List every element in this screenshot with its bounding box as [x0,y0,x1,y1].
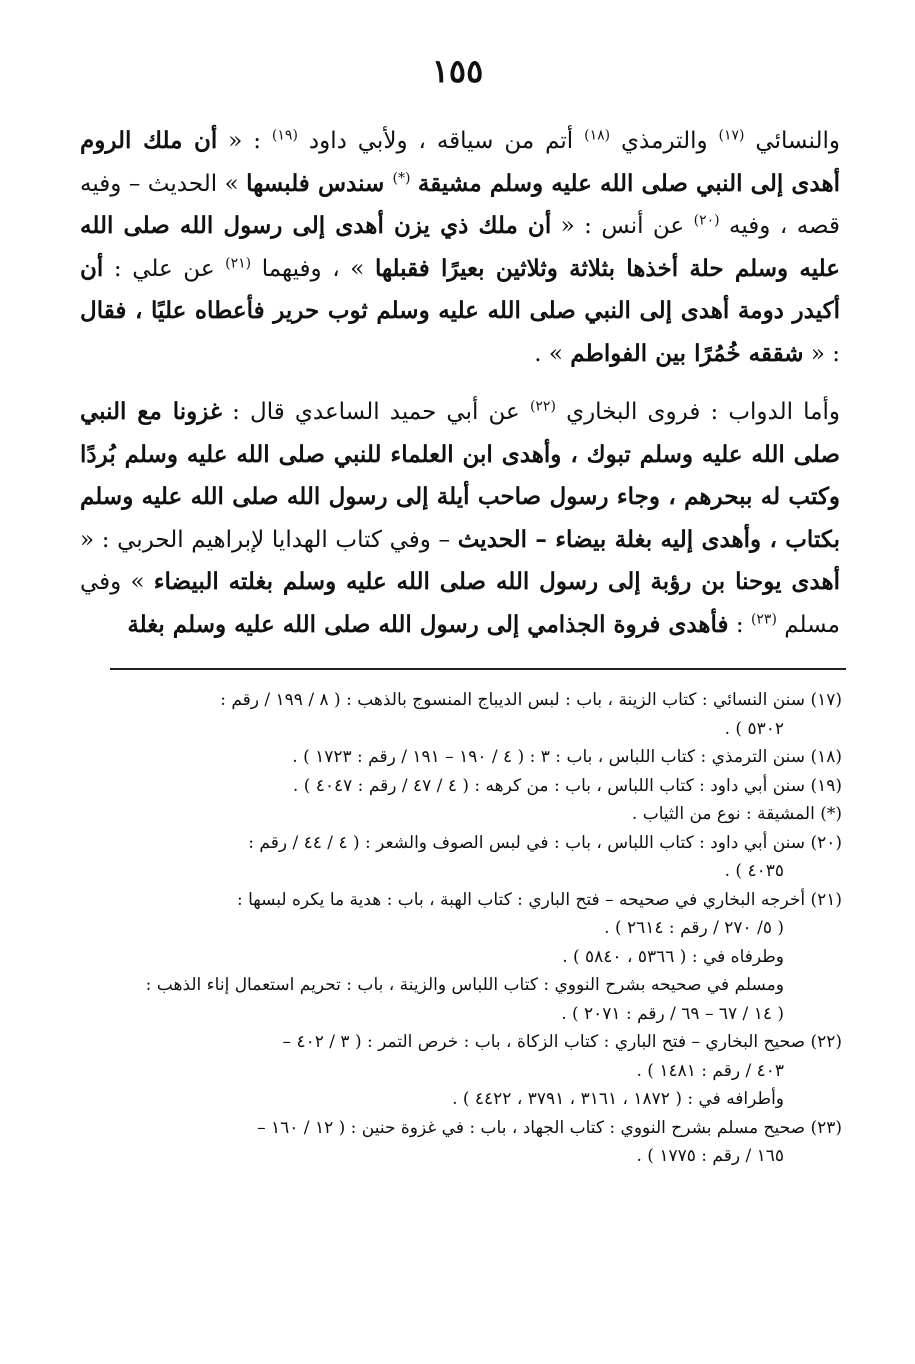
footnote-line: ومسلم في صحيحه بشرح النووي : كتاب اللباس والزينة ، باب : تحريم استعمال إناء الذهب : [145,975,784,995]
footnote-line: ٥٣٠٢ ) . [724,718,784,739]
footnote-ref-17[interactable]: (١٧) [718,127,745,144]
footnote-21-muslim [82,971,842,1028]
footnote-ref-star[interactable]: (*) [392,169,411,186]
text: عن علي : [103,255,226,282]
hadith-quote: سندس فلبسها [246,169,393,197]
text: : « [217,128,272,154]
text: – وفي كتاب الهدايا لإبراهيم الحربي : « [80,526,458,553]
footnote-line: (٢٢) صحيح البخاري – فتح الباري : كتاب الزكاة ، باب : خرص التمر : ( ٣ / ٤٠٢ – [282,1032,842,1052]
footnote-ref-23[interactable]: (٢٣) [750,610,777,627]
footnote-23 [82,1114,842,1171]
footnote-line: (٢٠) سنن أبي داود : كتاب اللباس ، باب : في لبس الصوف والشعر : ( ٤ / ٤٤ / رقم : [248,832,842,853]
paragraph-gifts-clothing [80,120,840,375]
text: : [728,611,751,638]
footnote-line: وطرفاه في : ( ٥٣٦٦ ، ٥٨٤٠ ) . [562,946,784,967]
footnote-line: (١٧) سنن النسائي : كتاب الزينة ، باب : لبس الديباج المنسوج بالذهب : ( ٨ / ١٩٩ / رقم : [220,690,842,710]
footnote-line: ٤٠٣٥ ) . [724,861,784,881]
text: : « [803,340,840,367]
hadith-quote: أهدى يوحنا بن رؤبة إلى رسول الله صلى الله عليه وسلم بغلته البيضاء [153,568,840,595]
footnotes [82,686,842,1171]
page-number: ١٥٥ [431,52,484,90]
footnote-ref-18[interactable]: (١٨) [584,127,611,144]
text: عن أنس : « [551,213,694,239]
footnote-divider [110,668,846,670]
text: » . [534,340,571,367]
footnote-19 [82,772,842,801]
footnote-18 [82,743,842,772]
footnote-star [82,800,842,829]
text: » وفي مسلم [80,569,840,638]
footnote-line: ١٦٥ / رقم : ١٧٧٥ ) . [636,1146,784,1166]
footnote-21 [82,886,842,972]
hadith-quote: شققه خُمُرًا بين الفواطم [570,339,804,367]
footnote-line: (٢١) أخرجه البخاري في صحيحه – فتح الباري : كتاب الهبة ، باب : هدية ما يكره لبسها : [236,889,842,910]
footnote-ref-22[interactable]: (٢٢) [529,398,556,415]
main-text [80,120,840,646]
footnote-20 [82,829,842,886]
footnote-17 [82,686,842,743]
paragraph-gifts-animals [80,391,840,646]
text: عن أبي حميد الساعدي قال : [221,399,530,425]
text: » الحديث – وفيه قصه ، وفيه [80,170,840,239]
hadith-quote: غزونا مع النبي صلى الله عليه وسلم تبوك ، وأهدى ابن العلماء للنبي صلى الله عليه وسلم بُردًا وكتب له ببحرهم ، وجاء رسول صاحب أيلة إلى رسول الله صلى الله عليه وسلم بكتاب ، وأهدى إليه بغلة بيضاء – الحديث [80,398,840,553]
footnote-line: (١٨) سنن الترمذي : كتاب اللباس ، باب : ٣ : ( ٤ / ١٩٠ – ١٩١ / رقم : ١٧٢٣ ) . [292,747,842,767]
footnote-ref-20[interactable]: (٢٠) [693,212,720,229]
footnote-line: ( ٥/ ٢٧٠ / رقم : ٢٦١٤ ) . [604,918,784,938]
text: » ، وفيهما [251,255,375,282]
hadith-quote: أن أكيدر دومة أهدى إلى النبي صلى الله عليه وسلم ثوب حرير فأعطاه عليًا ، فقال [80,254,840,324]
footnote-ref-21[interactable]: (٢١) [225,254,252,271]
footnote-line: وأطرافه في : ( ١٨٧٢ ، ٣١٦١ ، ٣٧٩١ ، ٤٤٢٢ ) . [452,1089,784,1109]
hadith-quote: أن ملك الروم أهدى إلى النبي صلى الله عليه وسلم مشيقة [80,127,840,197]
footnote-22 [82,1028,842,1114]
text: والنسائي [744,128,840,154]
text: أتم من سياقه ، ولأبي داود [297,128,585,154]
footnote-line: (١٩) سنن أبي داود : كتاب اللباس ، باب : من كرهه : ( ٤ / ٤٧ / رقم : ٤٠٤٧ ) . [292,775,842,796]
text: والترمذي [610,128,719,154]
footnote-line: (٢٣) صحيح مسلم بشرح النووي : كتاب الجهاد ، باب : في غزوة حنين : ( ١٢ / ١٦٠ – [257,1117,842,1138]
hadith-quote: أن ملك ذي يزن أهدى إلى رسول الله صلى الله عليه وسلم حلة أخذها بثلاثة وثلاثين بعيرًا فقبلها [80,212,841,282]
footnote-line: ( ١٤ / ٦٧ – ٦٩ / رقم : ٢٠٧١ ) . [561,1003,784,1024]
footnote-line: (*) المشيقة : نوع من الثياب . [631,804,842,824]
hadith-quote: فأهدى فروة الجذامي إلى رسول الله صلى الله عليه وسلم بغلة [127,610,729,638]
text: وأما الدواب : فروى البخاري [555,399,840,425]
footnote-ref-19[interactable]: (١٩) [271,127,298,144]
footnote-line: ٤٠٣ / رقم : ١٤٨١ ) . [636,1060,784,1081]
